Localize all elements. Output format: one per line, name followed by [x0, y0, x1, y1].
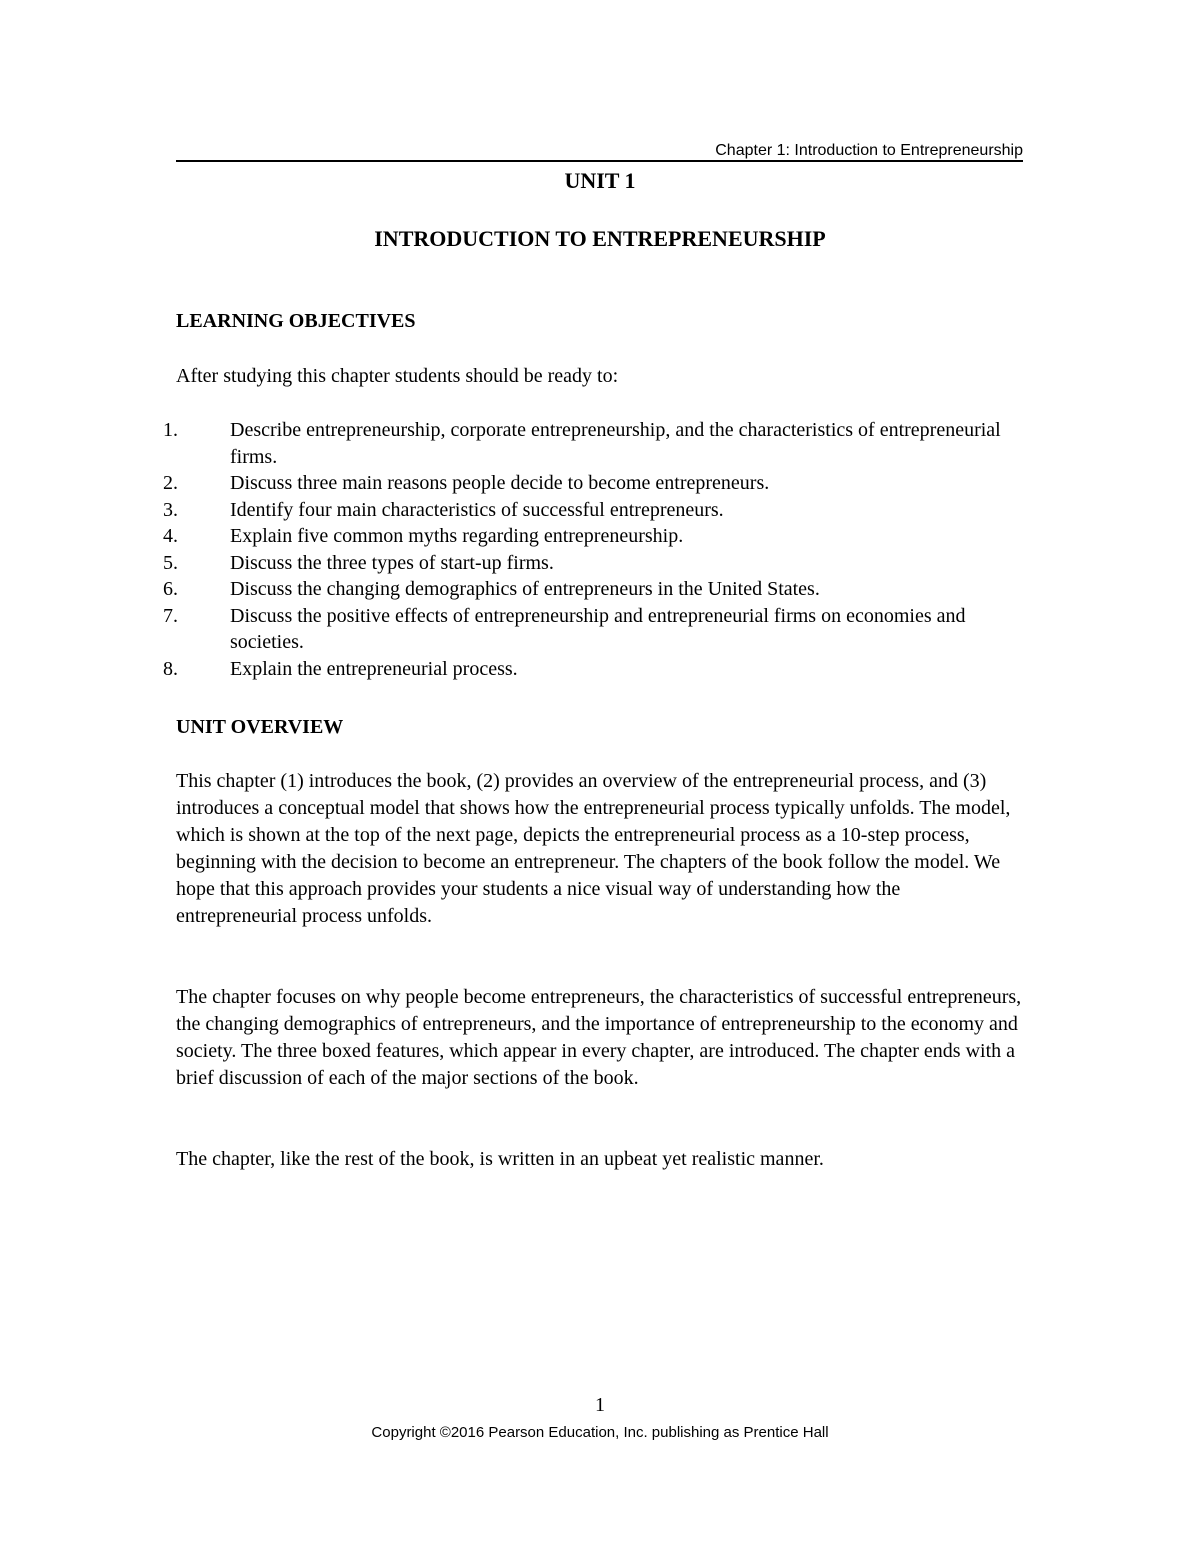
- objective-number: 8.: [163, 657, 178, 680]
- objective-item: [163, 523, 1023, 550]
- objective-number: 4.: [163, 525, 178, 547]
- learning-objectives-heading: LEARNING OBJECTIVES: [176, 310, 416, 332]
- page-number: 1: [595, 1394, 605, 1416]
- objective-text: Discuss three main reasons people decide to become entrepreneurs.: [230, 472, 770, 494]
- objective-number: 3.: [163, 498, 178, 521]
- unit-overview-heading: UNIT OVERVIEW: [176, 716, 344, 738]
- objective-item: [163, 497, 1023, 524]
- objective-number: 1.: [163, 419, 178, 441]
- objective-text: Discuss the positive effects of entrepreneurship and entrepreneurial firms on economies and societies.: [230, 604, 966, 653]
- objective-text: Discuss the three types of start-up firms.: [230, 551, 554, 574]
- objective-number: 6.: [163, 578, 178, 600]
- unit-title: INTRODUCTION TO ENTREPRENEURSHIP: [374, 226, 826, 251]
- objective-number: 2.: [163, 472, 178, 494]
- objective-item: [163, 603, 1023, 656]
- objective-text: Discuss the changing demographics of entrepreneurs in the United States.: [230, 578, 820, 600]
- objective-item: [163, 656, 1023, 683]
- running-header: Chapter 1: Introduction to Entrepreneurship: [176, 142, 1023, 162]
- objective-item: [163, 470, 1023, 497]
- overview-paragraph: The chapter focuses on why people become entrepreneurs, the characteristics of successful entrepreneurs, the changing demographics of entrepreneurs, and the importance of entrepreneurship to the economy and society. The three boxed features, which appear in every chapter, are introduced. The chapter ends with a brief discussion of each of the major sections of the book.: [176, 986, 1022, 1089]
- unit-number: UNIT 1: [564, 168, 636, 193]
- overview-paragraph: This chapter (1) introduces the book, (2) provides an overview of the entrepreneurial process, and (3) introduces a conceptual model that shows how the entrepreneurial process typically unfolds. The model, which is shown at the top of the next page, depicts the entrepreneurial process as a 10-step process, beginning with the decision to become an entrepreneur. The chapters of the book follow the model. We hope that this approach provides your students a nice visual way of understanding how the entrepreneurial process unfolds.: [176, 770, 1011, 927]
- objective-number: 7.: [163, 604, 178, 627]
- copyright-notice: Copyright ©2016 Pearson Education, Inc. publishing as Prentice Hall: [371, 1424, 829, 1441]
- objective-text: Identify four main characteristics of successful entrepreneurs.: [230, 498, 724, 521]
- objective-number: 5.: [163, 551, 178, 574]
- objective-item: [163, 576, 1023, 603]
- objectives-list: [163, 417, 1023, 682]
- objective-text: Describe entrepreneurship, corporate entrepreneurship, and the characteristics of entrepreneurial firms.: [230, 419, 1001, 468]
- objective-item: [163, 417, 1023, 470]
- objective-item: [163, 550, 1023, 577]
- objectives-intro: After studying this chapter students should be ready to:: [176, 365, 619, 387]
- objective-text: Explain five common myths regarding entrepreneurship.: [230, 525, 684, 547]
- objective-text: Explain the entrepreneurial process.: [230, 657, 518, 680]
- overview-paragraph: The chapter, like the rest of the book, is written in an upbeat yet realistic manner.: [176, 1148, 824, 1170]
